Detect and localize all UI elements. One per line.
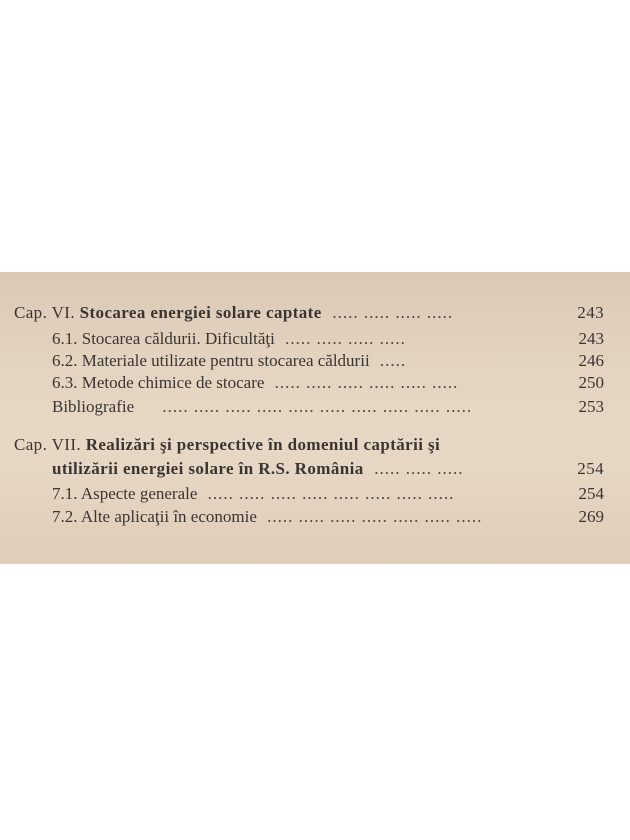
item-title: Bibliografie — [52, 397, 135, 416]
chapter-6-heading — [14, 302, 604, 324]
chapter-6-leader: ..... ..... ..... ..... — [332, 303, 454, 322]
item-leader: ..... ..... ..... ..... ..... ..... ..... ..... ..... ..... — [162, 397, 473, 416]
toc-item-6-3 — [52, 372, 604, 394]
item-page: 254 — [578, 484, 604, 503]
chapter-6-page: 243 — [577, 303, 604, 322]
item-title: Alte aplicaţii în economie — [80, 507, 257, 526]
item-title: Aspecte generale — [80, 484, 198, 503]
item-leader: ..... ..... ..... ..... ..... ..... — [274, 373, 459, 392]
table-of-contents — [0, 272, 630, 564]
item-page: 246 — [578, 351, 604, 370]
item-leader: ..... ..... ..... ..... ..... ..... ..... — [267, 507, 483, 526]
toc-item-6-1 — [52, 328, 604, 350]
item-leader: ..... — [379, 351, 407, 370]
chapter-7-title-line1: Realizări şi perspective în domeniul captării şi — [85, 435, 441, 454]
toc-item-6-2 — [52, 350, 604, 372]
item-page: 243 — [578, 329, 604, 348]
item-number: 6.1. — [52, 329, 78, 348]
item-title: Metode chimice de stocare — [81, 373, 265, 392]
item-number: 7.2. — [52, 507, 78, 526]
item-page: 250 — [578, 373, 604, 392]
toc-item-7-1 — [52, 483, 604, 505]
chapter-7-heading — [14, 434, 604, 456]
toc-item-bibliography — [52, 396, 604, 418]
item-leader: ..... ..... ..... ..... — [285, 329, 406, 348]
item-number: 6.2. — [52, 351, 78, 370]
chapter-7-title-line2: utilizării energiei solare în R.S. România — [52, 459, 364, 478]
toc-item-7-2 — [52, 506, 604, 528]
item-page: 253 — [578, 397, 604, 416]
chapter-6-title: Stocarea energiei solare captate — [79, 303, 322, 322]
item-page: 269 — [578, 507, 604, 526]
chapter-7-leader: ..... ..... ..... — [374, 459, 464, 478]
item-number: 7.1. — [52, 484, 78, 503]
chapter-7-heading-cont — [52, 458, 604, 480]
item-title: Stocarea căldurii. Dificultăţi — [81, 329, 275, 348]
item-leader: ..... ..... ..... ..... ..... ..... ..... ..... — [207, 484, 455, 503]
chapter-7-page: 254 — [577, 459, 604, 478]
item-number: 6.3. — [52, 373, 78, 392]
item-title: Materiale utilizate pentru stocarea căldurii — [81, 351, 370, 370]
chapter-7-prefix: Cap. VII. — [14, 435, 82, 454]
chapter-6-prefix: Cap. VI. — [14, 303, 75, 322]
